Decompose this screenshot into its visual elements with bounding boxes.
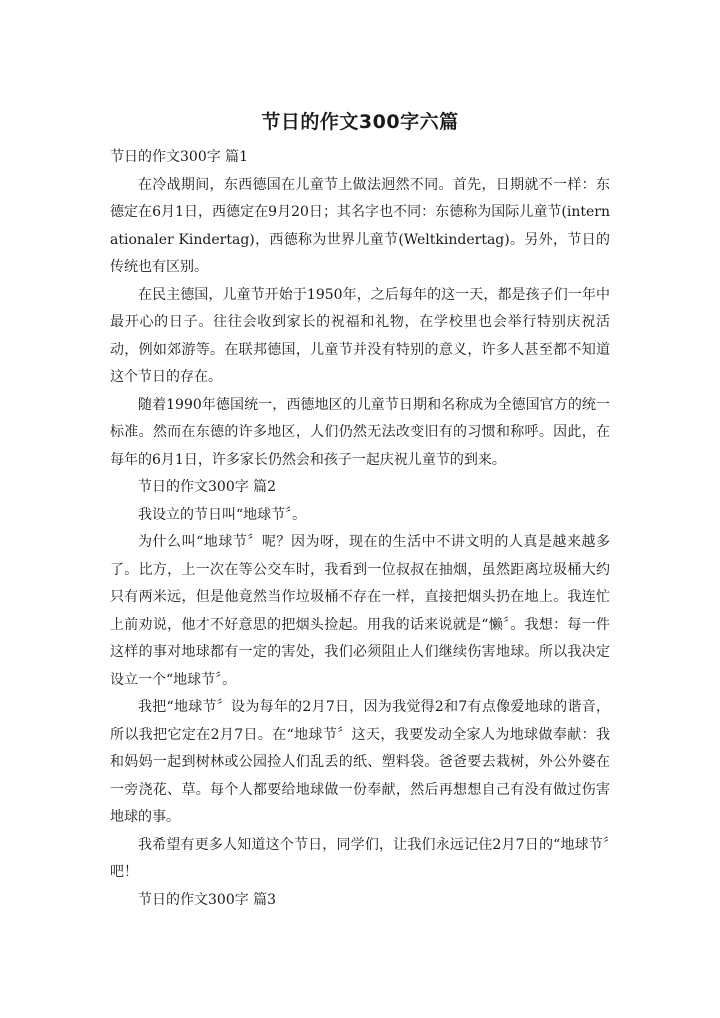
paragraph-4: 我设立的节日叫“地球节〞。 [138,506,307,523]
section-heading-1: 节日的作文300字 篇1 [110,149,249,165]
paragraph-7: 我希望有更多人知道这个节日，同学们，让我们永远记住2月7日的“地球节〞吧！ [110,836,610,880]
paragraph-1: 在冷战期间，东西德国在儿童节上做法迥然不同。首先，日期就不一样：东德定在6月1日，西德定在9月20日；其名字也不同：东德称为国际儿童节(internationaler Kindertag)，西德称为世界儿童节(Weltkindertag)。另外，节日的传统也有区别。 [110,176,610,275]
section-heading-3: 节日的作文300字 篇3 [138,891,277,908]
paragraph-2: 在民主德国，儿童节开始于1950年，之后每年的这一天，都是孩子们一年中最开心的日子。往往会收到家长的祝福和礼物，在学校里也会举行特别庆祝活动，例如郊游等。在联邦德国，儿童节并没有特别的意义，许多人甚至都不知道这个节日的存在。 [110,286,610,385]
paragraph-3: 随着1990年德国统一，西德地区的儿童节日期和名称成为全德国官方的统一标准。然而在东德的许多地区，人们仍然无法改变旧有的习惯和称呼。因此，在每年的6月1日，许多家长仍然会和孩子一起庆祝儿童节的到来。 [110,396,610,468]
paragraph-5: 为什么叫“地球节〞呢？因为呀，现在的生活中不讲文明的人真是越来越多了。比方，上一次在等公交车时，我看到一位叔叔在抽烟，虽然距离垃圾桶大约只有两米远，但是他竟然当作垃圾桶不存在一样，直接把烟头扔在地上。我连忙上前劝说，他才不好意思的把烟头捡起。用我的话来说就是“懒〞。我想：每一件这样的事对地球都有一定的害处，我们必须阻止人们继续伤害地球。所以我决定设立一个“地球节〞。 [110,534,610,688]
document-title: 节日的作文300字六篇 [261,111,459,133]
paragraph-6: 我把“地球节〞设为每年的2月7日，因为我觉得2和7有点像爱地球的谐音，所以我把它定在2月7日。在“地球节〞这天，我要发动全家人为地球做奉献：我和妈妈一起到树林或公园捡人们乱丢的纸、塑料袋。爸爸要去栽树，外公外婆在一旁浇花、草。每个人都要给地球做一份奉献，然后再想想自己有没有做过伤害地球的事。 [110,699,610,825]
document-body [110,144,610,914]
section-heading-2: 节日的作文300字 篇2 [138,479,277,495]
